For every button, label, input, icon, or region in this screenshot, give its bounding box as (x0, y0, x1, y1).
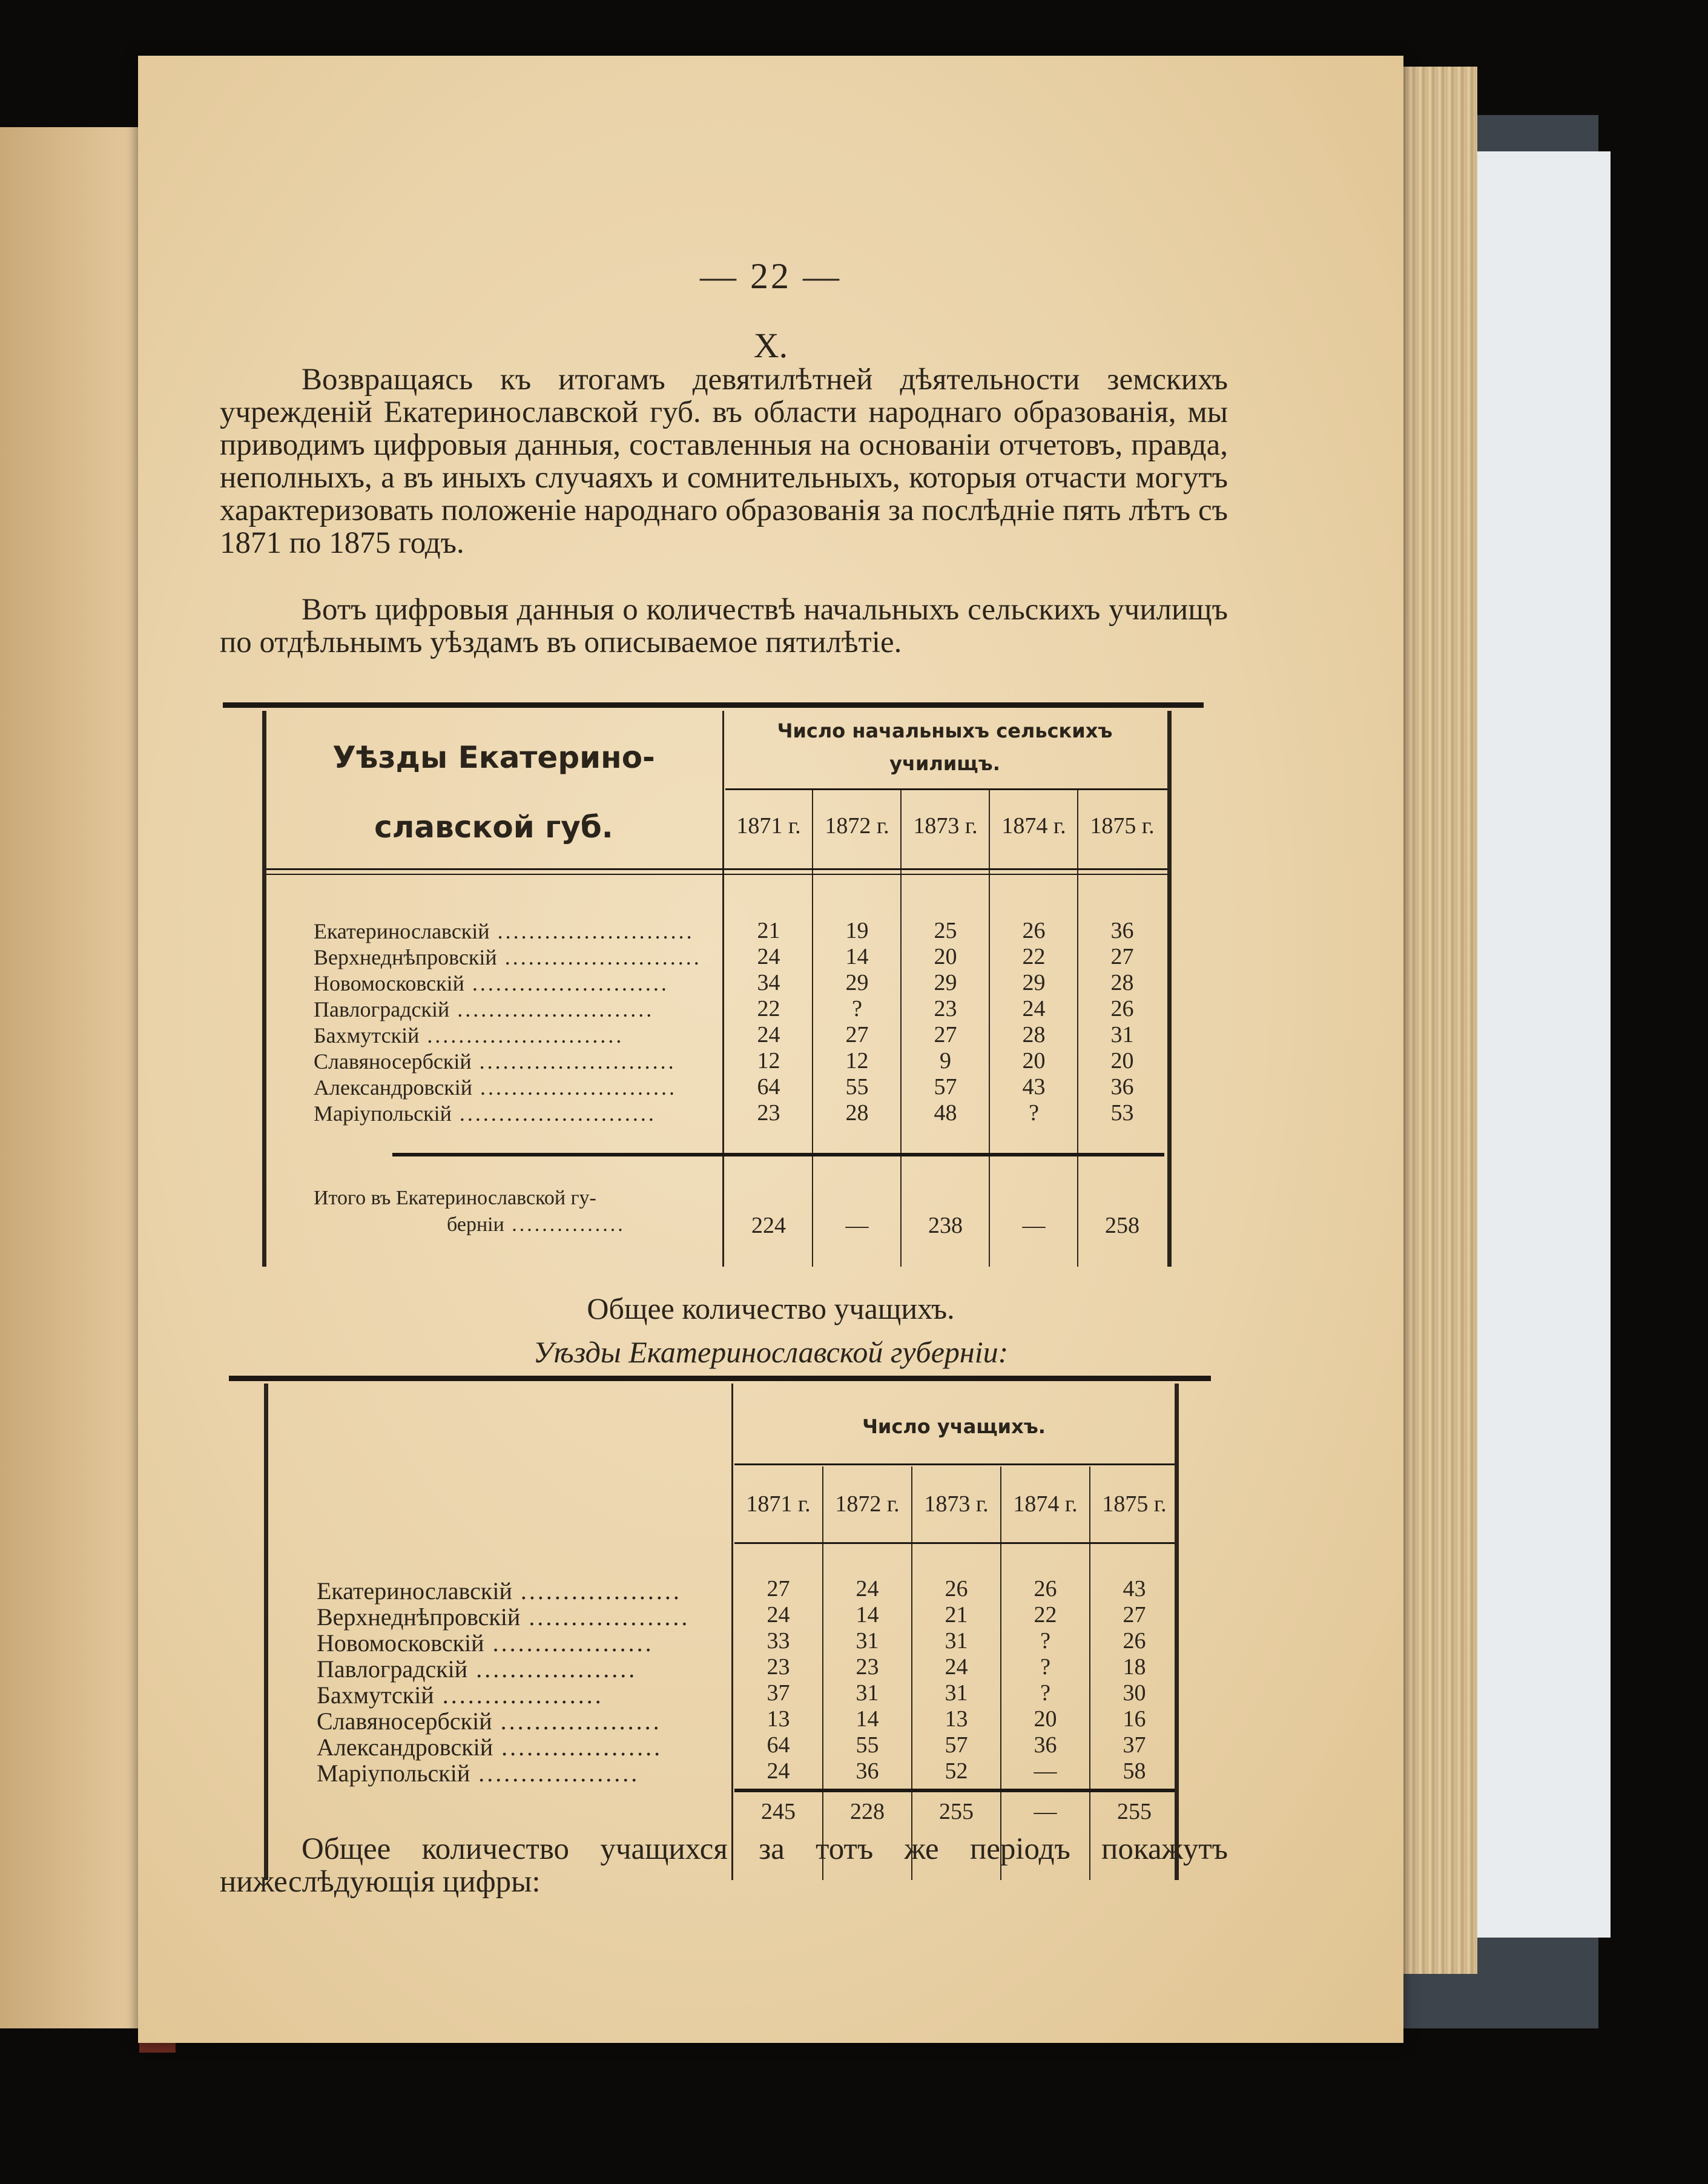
district-name: Славяносербскій (314, 1049, 472, 1074)
cell-value: 23 (757, 1100, 780, 1126)
total-label-line2: берніи (447, 1213, 504, 1236)
paragraph-pupils: Общее количество учащихся за тотъ же періодъ покажутъ нижеслѣдующія цифры: (220, 1832, 1228, 1899)
cell-value: 28 (1022, 1022, 1046, 1047)
cell-value: 20 (1110, 1048, 1134, 1074)
section-heading: X. (753, 326, 788, 365)
cell-value: 27 (1123, 1602, 1146, 1628)
cell-value: 14 (856, 1706, 879, 1732)
total-value: 255 (1117, 1799, 1152, 1824)
cell-value: ? (852, 996, 862, 1021)
cell-value: ? (1040, 1680, 1050, 1706)
cell-value: 58 (1123, 1758, 1146, 1784)
district-name: Новомосковскій (314, 971, 464, 995)
cell-value: 24 (945, 1654, 968, 1680)
cell-value: 48 (934, 1100, 957, 1126)
cell-value: 34 (757, 970, 780, 995)
cell-value: 24 (767, 1758, 790, 1784)
cell-value: 26 (1022, 918, 1046, 943)
year-header: 1872 г. (825, 813, 889, 839)
year-header: 1873 г. (924, 1491, 989, 1517)
district-name: Бахмутскій (317, 1681, 434, 1709)
cell-value: 28 (845, 1100, 869, 1126)
cell-value: 31 (945, 1680, 968, 1706)
cell-value: 37 (767, 1680, 790, 1706)
total-value: 258 (1105, 1213, 1139, 1238)
book-page: — 22 — X. Возвращаясь къ итогамъ девятилѣтней дѣятельности земскихъ учрежденій Екатеринославской губ. въ области народнаго образованія, мы приводимъ цифровыя данныя, составленныя на основаніи отчетовъ, правда, неполныхъ, а въ иныхъ случаяхъ и сомнительныхъ, которыя отчасти могутъ характеризовать положеніе народнаго образованія за послѣдніе пять лѣтъ съ 1871 по 1875 годъ. Вотъ цифровыя данныя о количествѣ начальныхъ сельскихъ училищъ по отдѣльнымъ уѣздамъ въ описываемое пятилѣтіе. Уѣзды Екатерино- славской губ. Число начальныхъ сельскихъ училищъ. 1871 г. 1872 г. 1873 г. 1874 г. 1875 г. Екатеринославскій ......................... 21 19 25 26 36 Верхнеднѣпровскій ......................... 24 14 20 22 27 Новомосковскій ......................... 34 29 29 29 28 Павлоградскій ......................... 22 ? 23 24 26 Бахмутскій ......................... 24 27 27 28 31 Славяносербскій ......................... 12 12 9 20 20 Александровскій ......................... 64 55 57 43 36 Маріупольскій ......................... 23 28 48 ? 53 Итого въ Екатеринославской гу- берніи ............... 224 — 238 — 258 Общее количество учащихъ. Уѣзды Екатеринославской губерніи: Число учащихъ. 1871 г. 1872 г. 1873 г. 1874 г. 1875 г. Екатеринославскій ................... 27 24 26 26 43 Верхнеднѣпровскій ................... 24 14 21 22 27 Новомосковскій ................... 33 31 31 ? 26 Павлоградскій ................... 23 23 24 ? 18 Бахмутскій ................... 37 31 31 ? 30 Славяносербскій ................... 13 14 13 20 16 Александровскій ................... 64 55 57 36 37 Маріупольскій ................... 24 36 52 — 58 245 228 255 — 255 Общее количество учащихся за тотъ же періодъ покажутъ нижеслѣдующія цифры: (138, 56, 1403, 2043)
total-label-line1: Итого въ Екатеринославской гу- (314, 1187, 596, 1209)
cell-value: 23 (856, 1654, 879, 1680)
total-value: 255 (939, 1799, 974, 1824)
cell-value: 55 (845, 1074, 869, 1100)
cell-value: 52 (945, 1758, 968, 1784)
paragraph-schools: Вотъ цифровыя данныя о количествѣ начальныхъ сельскихъ училищъ по отдѣльнымъ уѣздамъ въ описываемое пятилѣтіе. (220, 593, 1228, 659)
year-header: 1871 г. (736, 813, 801, 839)
cell-value: 33 (767, 1628, 790, 1654)
total-value: — (845, 1213, 869, 1238)
cell-value: 22 (1034, 1602, 1057, 1628)
caption-districts: Уѣзды Екатеринославской губерніи: (533, 1335, 1009, 1369)
cell-value: 20 (934, 944, 957, 969)
cell-value: 31 (856, 1628, 879, 1654)
page-number: — 22 — (700, 256, 842, 296)
cell-value: 57 (945, 1732, 968, 1758)
cell-value: 18 (1123, 1654, 1146, 1680)
header-bottom-rule (266, 868, 1167, 870)
cell-value: 26 (1123, 1628, 1146, 1654)
district-name: Александровскій (317, 1734, 493, 1761)
column-rule (989, 790, 990, 1267)
district-name: Павлоградскій (317, 1655, 468, 1683)
cell-value: 21 (945, 1602, 968, 1628)
cell-value: 36 (856, 1758, 879, 1784)
cell-value: 20 (1034, 1706, 1057, 1732)
column-rule (812, 790, 813, 1267)
cell-value: 16 (1123, 1706, 1146, 1732)
year-header: 1872 г. (835, 1491, 900, 1517)
cell-value: 24 (757, 1022, 780, 1047)
cell-value: 37 (1123, 1732, 1146, 1758)
inserted-sheets (1465, 151, 1611, 1938)
table-top-rule (223, 702, 1204, 708)
cell-value: 64 (767, 1732, 790, 1758)
cell-value: 13 (945, 1706, 968, 1732)
district-name: Верхнеднѣпровскій (314, 945, 497, 969)
stub-header-line2: славской губ. (374, 810, 613, 845)
district-name: Екатеринославскій (317, 1577, 512, 1605)
year-header: 1873 г. (913, 813, 978, 839)
cell-value: 31 (945, 1628, 968, 1654)
group-header: Число учащихъ. (862, 1415, 1046, 1438)
cell-value: 31 (1110, 1022, 1134, 1047)
cell-value: 24 (767, 1602, 790, 1628)
cell-value: 24 (757, 944, 780, 969)
cell-value: 36 (1034, 1732, 1057, 1758)
column-rule (1077, 790, 1078, 1267)
cell-value: 31 (856, 1680, 879, 1706)
total-value: 245 (761, 1799, 796, 1824)
cell-value: 22 (1022, 944, 1046, 969)
stub-divider (731, 1384, 733, 1880)
cell-value: 64 (757, 1074, 780, 1100)
total-rule (734, 1789, 1175, 1792)
header-bottom-rule (734, 1542, 1175, 1544)
stub-divider (722, 711, 724, 1267)
cell-value: 23 (934, 996, 957, 1021)
cell-value: — (1034, 1758, 1057, 1784)
cell-value: 26 (1034, 1576, 1057, 1602)
total-value: 224 (751, 1213, 786, 1238)
table-left-border (262, 711, 266, 1267)
cell-value: ? (1040, 1628, 1050, 1654)
total-rule (392, 1153, 1164, 1156)
group-header-line1: Число начальныхъ сельскихъ (777, 719, 1113, 742)
cell-value: 53 (1110, 1100, 1134, 1126)
district-name: Павлоградскій (314, 997, 450, 1021)
header-bottom-rule-2 (266, 874, 1167, 875)
district-name: Екатеринославскій (314, 919, 490, 943)
total-value: 238 (928, 1213, 963, 1238)
cell-value: 9 (940, 1048, 951, 1074)
group-header-rule (725, 788, 1167, 790)
district-name: Маріупольскій (314, 1101, 452, 1126)
district-name: Славяносербскій (317, 1707, 492, 1735)
table-right-border (1167, 711, 1172, 1267)
cell-value: 27 (767, 1576, 790, 1602)
cell-value: ? (1029, 1100, 1039, 1126)
cell-value: 28 (1110, 970, 1134, 995)
district-name: Александровскій (314, 1075, 473, 1100)
year-header: 1874 г. (1001, 813, 1066, 839)
cell-value: 27 (1110, 944, 1134, 969)
cell-value: 43 (1123, 1576, 1146, 1602)
paragraph-intro: Возвращаясь къ итогамъ девятилѣтней дѣятельности земскихъ учрежденій Екатеринославской губ. въ области народнаго образованія, мы приводимъ цифровыя данныя, составленныя на основаніи отчетовъ, правда, неполныхъ, а въ иныхъ случаяхъ и сомнительныхъ, которыя отчасти могутъ характеризовать положеніе народнаго образованія за послѣдніе пять лѣтъ съ 1871 по 1875 годъ. (220, 363, 1228, 560)
total-value: 228 (850, 1799, 885, 1824)
year-header: 1875 г. (1090, 813, 1155, 839)
cell-value: 30 (1123, 1680, 1146, 1706)
cell-value: 26 (1110, 996, 1134, 1021)
cell-value: 29 (845, 970, 869, 995)
cell-value: 19 (845, 918, 869, 943)
year-header: 1874 г. (1013, 1491, 1078, 1517)
cell-value: 12 (757, 1048, 780, 1074)
total-value: — (1022, 1213, 1046, 1238)
cell-value: 43 (1022, 1074, 1046, 1100)
cell-value: 23 (767, 1654, 790, 1680)
table-left-border (264, 1384, 268, 1880)
cell-value: 22 (757, 996, 780, 1021)
cell-value: 24 (856, 1576, 879, 1602)
cell-value: 12 (845, 1048, 869, 1074)
column-rule (900, 790, 902, 1267)
cell-value: 20 (1022, 1048, 1046, 1074)
cell-value: 26 (945, 1576, 968, 1602)
cell-value: 14 (845, 944, 869, 969)
cell-value: 25 (934, 918, 957, 943)
cell-value: 13 (767, 1706, 790, 1732)
group-header-rule (734, 1463, 1175, 1465)
cell-value: 29 (1022, 970, 1046, 995)
total-value: — (1034, 1799, 1057, 1824)
district-name: Новомосковскій (317, 1629, 484, 1657)
stub-header-line1: Уѣзды Екатерино- (332, 740, 655, 775)
cell-value: ? (1040, 1654, 1050, 1680)
year-header: 1875 г. (1102, 1491, 1167, 1517)
cell-value: 21 (757, 918, 780, 943)
district-name: Бахмутскій (314, 1023, 420, 1047)
cell-value: 55 (856, 1732, 879, 1758)
year-header: 1871 г. (746, 1491, 811, 1517)
cell-value: 24 (1022, 996, 1046, 1021)
cell-value: 27 (845, 1022, 869, 1047)
cell-value: 57 (934, 1074, 957, 1100)
cell-value: 14 (856, 1602, 879, 1628)
group-header-line2: училищъ. (889, 752, 1000, 775)
district-name: Верхнеднѣпровскій (317, 1603, 521, 1631)
table-top-rule (229, 1376, 1211, 1381)
cell-value: 29 (934, 970, 957, 995)
cell-value: 27 (934, 1022, 957, 1047)
cell-value: 36 (1110, 918, 1134, 943)
cell-value: 36 (1110, 1074, 1134, 1100)
caption-teachers: Общее количество учащихъ. (587, 1292, 955, 1325)
district-name: Маріупольскій (317, 1760, 470, 1787)
